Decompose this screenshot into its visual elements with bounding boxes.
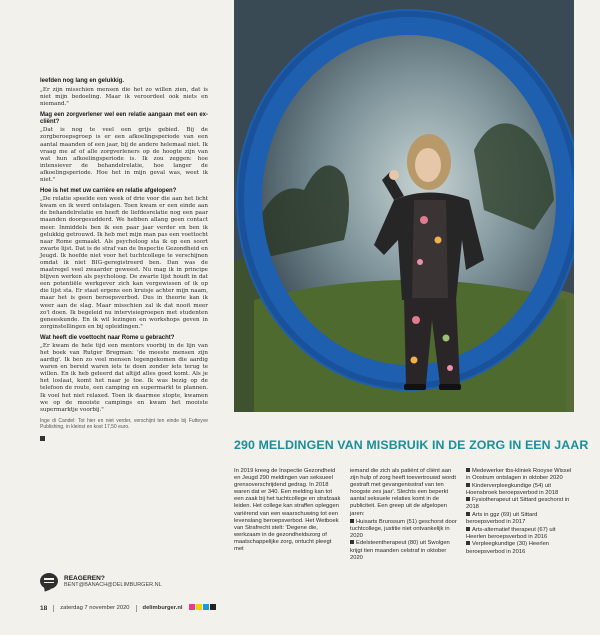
portrait-photo	[234, 0, 574, 412]
intro-heading: leefden nog lang en gelukkig.	[40, 78, 125, 84]
photo-illustration	[234, 0, 574, 412]
answer-3: „Er kwam de hele tijd een mentors voorbij in de lijn van het boek van Rutger Bregman: 'de meeste mensen zijn aardig'. Ik ben zo veel mensen tegengekomen die aardig waren en bereid waren iets te doen zonder iets terug te willen. En ik heb geleerd dat altijd alles goed komt. Als je het loslaat, komt het naar je toe. Ik was bezig op de telefoon de route, een camping en supermarkt te plannen. Ik voel het niet relaxed. Toen ik daarmee stopte, kwamen we op de mooiste campings en kwam het mooiste supermarktje voorbij."	[40, 342, 208, 413]
question-3: Wat heeft die voettocht naar Rome u gebracht?	[40, 334, 175, 341]
article-col-2-text: iemand die zich als patiënt of cliënt aan zijn hulp of zorg heeft toevertrouwd wordt gestraft met gevangenisstraf van ten hoogste zes jaar'. Slechts een beperkt aantal seksuele relaties komt in de publiciteit. Een greep uit de afgelopen jaren:	[350, 468, 457, 517]
reageren-email[interactable]: BENT@BANACH@DELIMBURGER.NL	[64, 581, 162, 588]
interview-column	[40, 78, 208, 444]
page-number: 18	[40, 604, 48, 612]
bullet-square-icon	[466, 512, 470, 516]
footer-date: zaterdag 7 november 2020	[60, 605, 130, 611]
article-headline: 290 MELDINGEN VAN MISBRUIK IN DE ZORG IN EEN JAAR	[234, 438, 589, 452]
bullet-square-icon	[466, 497, 470, 501]
bullet-square-icon	[350, 519, 354, 523]
speech-bubble-icon	[40, 573, 58, 589]
list-item: Medewerker tbs-kliniek Rooyse Wissel in Oostrum ontslagen in oktober 2020	[466, 468, 572, 482]
list-item: Verpleegkundige (30) Heerlen beroepsverbod in 2016	[466, 541, 550, 555]
article-col-2	[350, 468, 457, 562]
question-2: Hoe is het met uw carrière en relatie afgelopen?	[40, 188, 177, 195]
reageren-label: REAGEREN?	[64, 574, 105, 582]
footer-divider	[53, 605, 54, 612]
answer-1: „Dat is nog te veel een grijs gebied. Bij de zorgberoepsgroep is er een afkoelingsperiode van een aantal maanden of een jaar, bij de andere helemaal niet. Ik vraag me af of alle zorgverleners op de hoogte zijn van wat hun afkoelingsperiode is. Ik zou zeggen: hoe intensiever de behandelrelatie, hoe langer de afkoelingsperiode. Hoe het in mijn geval was, weet ik niet."	[40, 127, 208, 184]
book-caption: Inge di Candel: Tot hier en niet verder, verschijnt ten einde bij Futteyve Publishing, in kleinst en kost 17,50 euro.	[40, 417, 208, 431]
footer-divider	[136, 605, 137, 612]
article-body	[234, 468, 574, 562]
swatch-yellow	[196, 604, 202, 610]
bullet-square-icon	[466, 541, 470, 545]
bullet-square-icon	[466, 468, 470, 472]
swatch-magenta	[189, 604, 195, 610]
article-col-3	[466, 468, 573, 562]
intro-paragraph: „Er zijn misschien mensen die het zo willen zien, dat is niet mijn bedoeling. Maar ik veroordeel ook niets en niemand."	[40, 87, 208, 108]
list-item: Arts-alternatief therapeut (67) uit Heerlen beroepsverbod in 2016	[466, 526, 556, 540]
bullet-square-icon	[466, 483, 470, 487]
color-swatches	[188, 604, 216, 612]
answer-2: „De relatie speelde een week of drie voor die aan het licht kwam en ik werd ontslagen. Toen kwam er een einde aan de behandelrelatie en heeft de liefdesrelatie nog een paar maanden doorgesudderd. We hebben allang geen contact meer. Inmiddels ben ik een paar jaar verder en ben ik gelukkig getrouwd. Ik heb met mijn man pas een voettocht naar Rome gemaakt. Als psycholoog sta ik op een soort zwarte lijst. Dat is de straf van de Inspectie Gezondheid en Jeugd. Ik hoefde niet voor het tuchtcollege te verschijnen omdat ik niet BIG-geregistreerd ben. Dan was de maatregel veel zwaarder geweest. Nu mag ik in principe blijven werken als psycholoog. De zwarte lijst houdt in dat een potentiële werkgever zich kan vergewissen of ik op die lijst sta. Er staat ergens een kruisje achter mijn naam, maar het is geen beroepsverbod. Dus in theorie kan ik weer aan de slag. Maar misschien zal ik dat nooit meer zo'l doen. Ik begeleid nu intervisiegroepen met studenten geneeskunde. En ik wil lezingen en workshops geven in zorginstellingen en bij opleidingen."	[40, 196, 208, 330]
article-col-1	[234, 468, 341, 562]
end-mark	[40, 436, 45, 441]
swatch-cyan	[203, 604, 209, 610]
footer-site[interactable]: delimburger.nl	[142, 605, 183, 611]
list-item: Fysiotherapeut uit Sittard geschorst in 2018	[466, 497, 570, 511]
swatch-black	[210, 604, 216, 610]
question-1: Mag een zorgverlener wel een relatie aangaan met een ex-cliënt?	[40, 112, 208, 126]
article-col-1-text: In 2019 kreeg de Inspectie Gezondheid en Jeugd 290 meldingen van seksueel grensoverschrijdend gedrag. In 2018 waren dat er 340. Een melding kan tot een zaak bij het tuchtcollege en strafzaak leiden. Het college kan straffen opleggen variërend van een waarschuwing tot een levenslang beroepsverbod. Het Wetboek van Strafrecht stelt: 'Degene die, werkzaam in de gezondheidszorg of maatschappelijke zorg, ontucht pleegt met	[234, 468, 341, 553]
list-item: Edelsteentherapeut (80) uit Swolgen krijgt tien maanden celstraf in oktober 2020	[350, 540, 450, 561]
bullet-square-icon	[350, 540, 354, 544]
reageren-block	[40, 570, 208, 592]
list-item: Arts in ggz (69) uit Sittard beroepsverbod in 2017	[466, 512, 538, 526]
list-item: Huisarts Brunssum (51) geschorst door tuchtcollege, justitie niet ontvankelijk in 2020	[350, 518, 457, 539]
list-item: Kinderverpleegkundige (54) uit Hoensbroek beroepsverbod in 2018	[466, 482, 559, 496]
bullet-square-icon	[466, 527, 470, 531]
page-footer	[40, 604, 216, 612]
